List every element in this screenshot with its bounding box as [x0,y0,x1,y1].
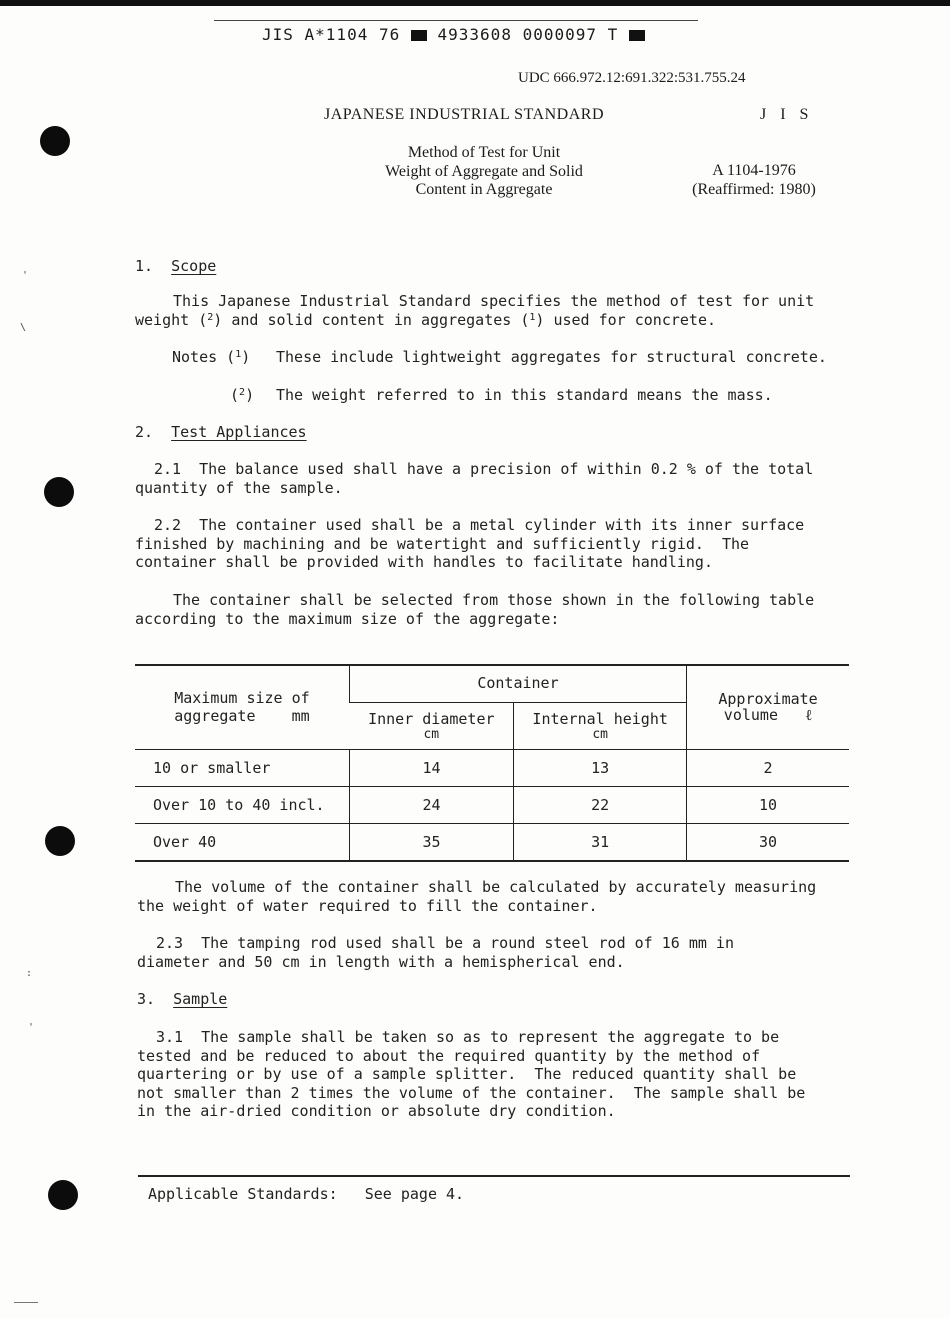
cell-height: 31 [514,823,687,861]
cell-volume: 2 [687,749,849,786]
text-line: 2.2 The container used shall be a metal cylinder with its inner surface [154,516,805,534]
cell-size: Over 10 to 40 incl. [135,786,349,823]
cell-size: 10 or smaller [135,749,349,786]
header-text: Maximum size of [174,689,310,708]
scan-speck: ' [28,1022,35,1033]
top-border [0,0,950,6]
note-2-text: The weight referred to in this standard means the mass. [276,386,773,404]
text-fragment: ) used for concrete. [535,310,717,329]
container-table [135,664,849,862]
footer-value: See page 4. [364,1185,465,1203]
section-title: Scope [171,257,217,275]
header-internal-height [514,702,687,749]
note-1-text: These include lightweight aggregates for structural concrete. [276,348,827,366]
header-volume [687,665,849,749]
table-intro [135,591,814,628]
cell-volume: 30 [687,823,849,861]
text-line: The volume of the container shall be calculated by accurately measuring [175,878,817,896]
section-number: 1. [135,257,154,275]
note-1 [172,348,250,367]
clause-2-2 [135,516,804,572]
cell-height: 22 [514,786,687,823]
punch-hole [44,477,74,507]
scan-edge-mark [14,1302,38,1303]
clause-2-3 [137,934,734,971]
redaction-block [629,30,645,41]
section-1-heading [135,257,216,276]
udc-number: UDC 666.972.12:691.322:531.755.24 [518,70,746,86]
document-title [340,144,628,200]
scan-speck: \ [20,322,27,333]
punch-hole [40,126,70,156]
text-line: quantity of the sample. [135,478,343,497]
section-number: 2. [135,423,154,441]
text-line: finished by machining and be watertight and sufficiently rigid. The [135,534,750,553]
punch-hole [48,1180,78,1210]
scan-speck: ' [22,270,29,281]
section-3-heading [137,990,227,1009]
text-line: 2.1 The balance used shall have a precision of within 0.2 % of the total [154,460,814,478]
cell-height: 13 [514,749,687,786]
notes-label: Notes ( [172,348,236,366]
note-bracket: ) [245,386,255,404]
standard-label: JAPANESE INDUSTRIAL STANDARD [324,106,604,123]
note-bracket: ( [230,386,240,404]
text-line: according to the maximum size of the aggregate: [135,609,560,628]
text-fragment: weight ( [135,310,208,329]
punch-hole [45,826,75,856]
footer-label: Applicable Standards: [148,1185,338,1203]
text-line: This Japanese Industrial Standard specifies the method of test for unit [173,292,815,310]
standard-number: A 1104-1976 [712,162,796,179]
code-prefix: JIS A*1104 76 [262,25,401,44]
text-line: tested and be reduced to about the required quantity by the method of [137,1046,761,1065]
unit-label: cm [592,727,608,742]
header-inner-diameter [349,702,513,749]
text-line: container shall be provided with handles to facilitate handling. [135,553,713,571]
header-text: Inner diameter [368,710,495,728]
header-text: Approximate [718,689,818,708]
note-bracket: ) [241,348,251,366]
reaffirmed-date: (Reaffirmed: 1980) [692,180,816,198]
clause-3-1 [137,1028,805,1121]
cell-diameter: 35 [349,823,513,861]
table-row [135,823,849,861]
header-text: Internal height [532,710,668,728]
section-number: 3. [137,990,156,1008]
header-max-size [135,665,349,749]
code-middle: 4933608 0000097 T [437,25,619,44]
title-line: Method of Test for Unit [407,144,561,161]
cell-size: Over 40 [135,823,349,861]
header-text: volume ℓ [723,705,813,724]
footnote-ref: 1 [529,311,536,323]
header-text: aggregate mm [174,707,310,726]
cell-volume: 10 [687,786,849,823]
cell-diameter: 14 [349,749,513,786]
footer-note [148,1185,464,1204]
text-line: diameter and 50 cm in length with a hemispherical end. [137,952,625,971]
note-2 [230,386,254,405]
scope-paragraph [135,292,814,329]
header-rule [214,20,698,21]
text-fragment: ) and solid content in aggregates ( [213,310,530,329]
text-line: in the air-dried condition or absolute dry condition. [137,1102,616,1120]
cell-diameter: 24 [349,786,513,823]
text-line: 2.3 The tamping rod used shall be a round steel rod of 16 mm in [156,934,734,952]
redaction-block [411,30,427,41]
text-line: 3.1 The sample shall be taken so as to represent the aggregate to be [156,1028,780,1046]
header-container: Container [349,665,686,702]
section-2-heading [135,423,307,442]
table-row [135,749,849,786]
text-line: quartering or by use of a sample splitter. The reduced quantity shall be [137,1065,797,1083]
footer-rule [138,1175,850,1177]
title-line: Content in Aggregate [415,181,553,198]
note-number: 1 [235,349,242,360]
title-line: Weight of Aggregate and Solid [385,162,583,180]
section-title: Sample [173,990,228,1008]
section-title: Test Appliances [171,423,307,441]
unit-label: cm [423,727,440,742]
footnote-ref: 2 [207,311,214,323]
scan-speck: : [26,968,33,979]
text-line: the weight of water required to fill the container. [137,896,598,915]
table-row [135,786,849,823]
standard-number-block [660,162,848,199]
jis-label: J I S [760,106,814,123]
text-line: not smaller than 2 times the volume of the container. The sample shall be [137,1083,806,1102]
note-number: 2 [239,387,246,398]
text-line: The container shall be selected from those shown in the following table [173,591,815,609]
clause-2-1 [135,460,813,497]
volume-paragraph [137,878,816,915]
document-code [262,25,645,44]
